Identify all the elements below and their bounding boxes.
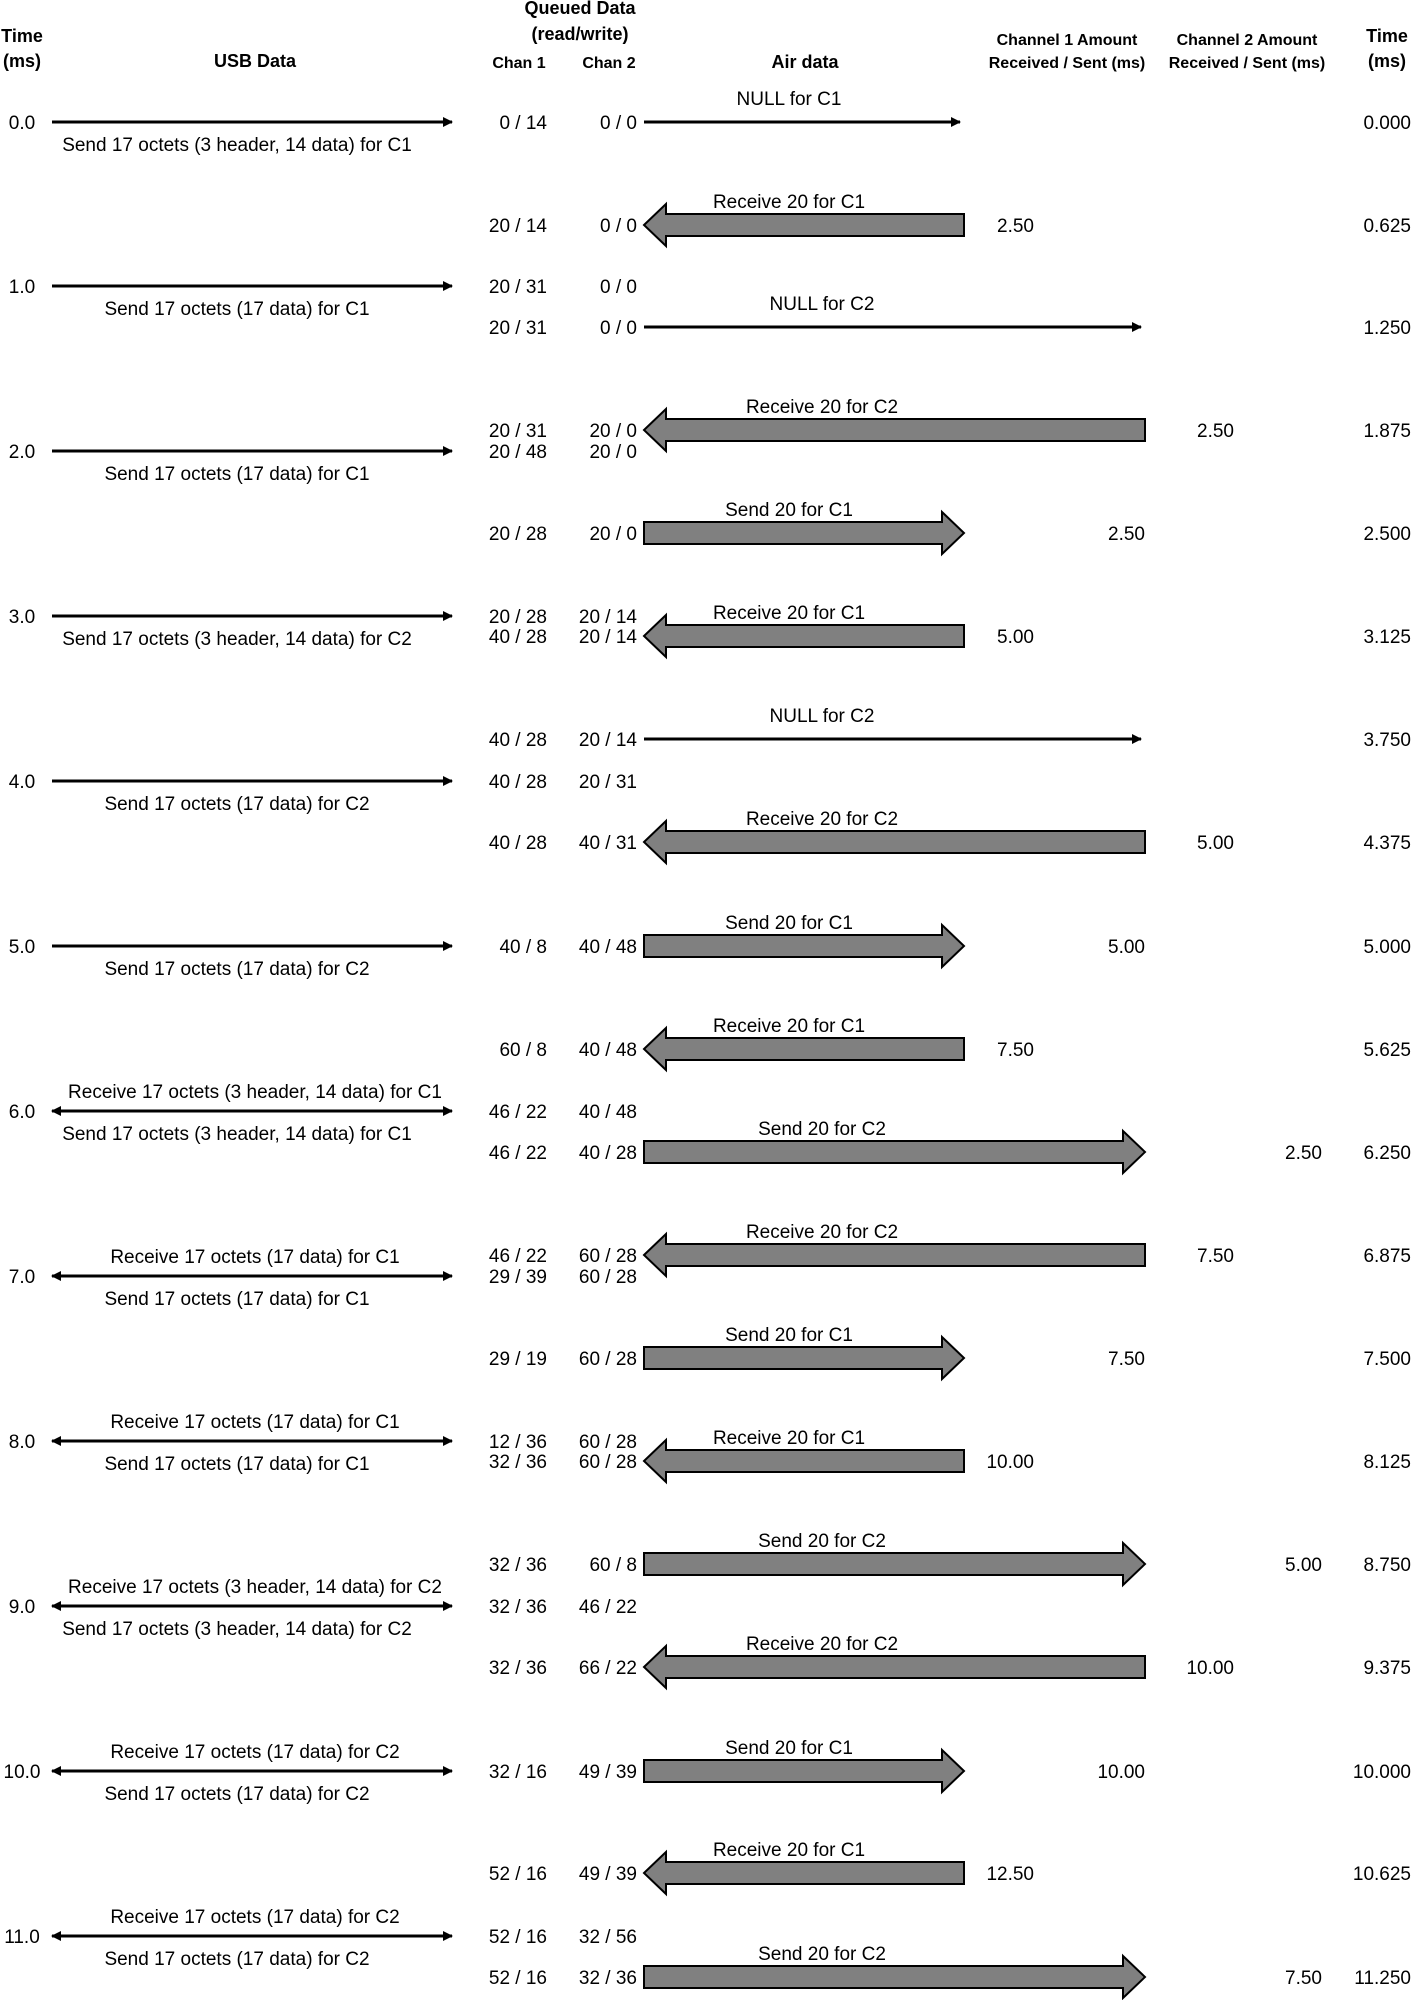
air-time-label: 10.000 xyxy=(1352,1762,1411,1783)
air-event xyxy=(644,1222,1411,1276)
chan1-queue-value: 40 / 28 xyxy=(488,833,547,854)
chan1-queue-value: 32 / 36 xyxy=(488,1597,547,1618)
usb-time-label: 1.0 xyxy=(8,277,36,298)
air-time-label: 9.375 xyxy=(1363,1658,1411,1679)
air-event xyxy=(644,1016,1411,1070)
air-event xyxy=(644,1428,1411,1482)
air-time-label: 8.750 xyxy=(1363,1555,1411,1576)
air-time-label: 7.500 xyxy=(1363,1349,1411,1370)
usb-time-label: 8.0 xyxy=(8,1432,36,1453)
chan2-queue-value: 60 / 28 xyxy=(578,1246,637,1267)
ch1-amount-value: 10.00 xyxy=(1097,1762,1145,1783)
ch1-amount-value: 2.50 xyxy=(1108,524,1145,545)
usb-event xyxy=(9,1247,452,1310)
chan1-header: Chan 1 xyxy=(492,55,546,72)
ch2-amount-value: 2.50 xyxy=(1197,421,1234,442)
chan2-queue-value: 46 / 22 xyxy=(578,1597,637,1618)
usb-receive-label: Receive 17 octets (3 header, 14 data) for C2 xyxy=(68,1577,442,1598)
air-event-label: Receive 20 for C1 xyxy=(712,1840,866,1861)
usb-send-label: Send 17 octets (3 header, 14 data) for C2 xyxy=(62,629,412,650)
chan1-queue-value: 32 / 16 xyxy=(488,1762,547,1783)
air-time-label: 5.000 xyxy=(1363,937,1411,958)
chan1-queue-value: 40 / 8 xyxy=(499,937,547,958)
chan1-queue-value: 12 / 36 xyxy=(488,1432,547,1453)
chan2-header: Chan 2 xyxy=(582,55,636,72)
air-event xyxy=(644,706,1411,751)
air-event xyxy=(644,1738,1411,1792)
chan1-queue-value: 20 / 31 xyxy=(488,277,547,298)
air-event-label: Send 20 for C2 xyxy=(758,1119,886,1140)
air-time-label: 2.500 xyxy=(1363,524,1411,545)
air-event-label: Receive 20 for C2 xyxy=(745,809,899,830)
chan1-queue-value: 20 / 48 xyxy=(488,442,547,463)
chan1-queue-value: 20 / 31 xyxy=(488,318,547,339)
usb-send-label: Send 17 octets (3 header, 14 data) for C1 xyxy=(62,135,412,156)
air-time-label: 1.250 xyxy=(1363,318,1411,339)
ch1-amount-value: 7.50 xyxy=(1108,1349,1145,1370)
chan2-queue-value: 20 / 0 xyxy=(589,421,637,442)
usb-send-label: Send 17 octets (17 data) for C1 xyxy=(104,299,370,320)
air-event xyxy=(644,913,1411,967)
usb-event xyxy=(9,1412,452,1475)
usb-send-label: Send 17 octets (17 data) for C2 xyxy=(104,794,370,815)
chan1-queue-value: 40 / 28 xyxy=(488,772,547,793)
chan2-queue-value: 49 / 39 xyxy=(578,1864,637,1885)
ch1-amount-value: 5.00 xyxy=(1108,937,1145,958)
ch2-amount-header-1: Channel 2 Amount xyxy=(1176,32,1318,49)
air-event-label: Receive 20 for C2 xyxy=(745,397,899,418)
usb-event xyxy=(9,772,452,815)
air-event-label: Receive 20 for C2 xyxy=(745,1634,899,1655)
air-event-label: Send 20 for C2 xyxy=(758,1944,886,1965)
air-time-label: 3.750 xyxy=(1363,730,1411,751)
ch2-amount-value: 10.00 xyxy=(1186,1658,1234,1679)
chan1-queue-value: 40 / 28 xyxy=(488,627,547,648)
air-event xyxy=(644,1840,1411,1894)
ch2-amount-value: 5.00 xyxy=(1197,833,1234,854)
chan1-queue-value: 46 / 22 xyxy=(488,1102,547,1123)
air-events xyxy=(644,89,1411,1998)
usb-time-label: 4.0 xyxy=(8,772,36,793)
usb-event xyxy=(9,277,452,320)
air-event-label: Send 20 for C1 xyxy=(725,1325,853,1346)
air-event xyxy=(644,89,1411,134)
usb-time-label: 3.0 xyxy=(8,607,36,628)
chan1-queue-value: 52 / 16 xyxy=(488,1968,547,1989)
air-time-label: 0.000 xyxy=(1363,113,1411,134)
air-time-label: 8.125 xyxy=(1363,1452,1411,1473)
chan2-queue-value: 40 / 48 xyxy=(578,1102,637,1123)
air-event-label: NULL for C2 xyxy=(769,294,875,315)
queue-values xyxy=(489,113,638,1989)
chan1-queue-value: 29 / 19 xyxy=(488,1349,547,1370)
usb-time-label: 11.0 xyxy=(4,1927,40,1948)
usb-receive-label: Receive 17 octets (3 header, 14 data) for C1 xyxy=(68,1082,442,1103)
ch2-amount-value: 5.00 xyxy=(1285,1555,1322,1576)
chan2-queue-value: 60 / 28 xyxy=(578,1267,637,1288)
usb-send-label: Send 17 octets (17 data) for C2 xyxy=(104,1784,370,1805)
usb-time-label: 5.0 xyxy=(8,937,36,958)
usb-event xyxy=(9,442,452,485)
chan1-queue-value: 52 / 16 xyxy=(488,1864,547,1885)
ch1-amount-header-1: Channel 1 Amount xyxy=(996,32,1138,49)
chan2-queue-value: 20 / 14 xyxy=(578,730,637,751)
chan1-queue-value: 46 / 22 xyxy=(488,1143,547,1164)
ch1-amount-header-2: Received / Sent (ms) xyxy=(988,55,1146,72)
usb-time-label: 10.0 xyxy=(3,1762,41,1783)
ch1-amount-value: 7.50 xyxy=(997,1040,1034,1061)
chan1-queue-value: 46 / 22 xyxy=(488,1246,547,1267)
air-event-label: Receive 20 for C1 xyxy=(712,192,866,213)
usb-send-label: Send 17 octets (3 header, 14 data) for C1 xyxy=(62,1124,412,1145)
chan2-queue-value: 60 / 8 xyxy=(589,1555,637,1576)
usb-time-label: 9.0 xyxy=(8,1597,36,1618)
chan2-queue-value: 20 / 31 xyxy=(578,772,637,793)
ch2-amount-value: 7.50 xyxy=(1197,1246,1234,1267)
air-event xyxy=(644,603,1411,657)
usb-send-label: Send 17 octets (17 data) for C1 xyxy=(104,1454,370,1475)
ch2-amount-value: 7.50 xyxy=(1285,1968,1322,1989)
ch2-amount-header-2: Received / Sent (ms) xyxy=(1168,55,1326,72)
chan2-queue-value: 40 / 28 xyxy=(578,1143,637,1164)
chan1-queue-value: 32 / 36 xyxy=(488,1658,547,1679)
air-time-label: 11.250 xyxy=(1354,1968,1411,1989)
chan2-queue-value: 32 / 56 xyxy=(578,1927,637,1948)
chan1-queue-value: 32 / 36 xyxy=(488,1555,547,1576)
ch2-amount-value: 2.50 xyxy=(1285,1143,1322,1164)
chan2-queue-value: 40 / 48 xyxy=(578,1040,637,1061)
usb-data-header: USB Data xyxy=(213,51,297,71)
usb-receive-label: Receive 17 octets (17 data) for C2 xyxy=(110,1742,400,1763)
chan2-queue-value: 0 / 0 xyxy=(600,277,637,298)
time-left-header-1: Time xyxy=(1,26,43,46)
chan2-queue-value: 60 / 28 xyxy=(578,1432,637,1453)
usb-event xyxy=(9,607,452,650)
air-event xyxy=(644,1531,1411,1585)
air-event xyxy=(644,397,1411,451)
time-right-header-2: (ms) xyxy=(1367,51,1407,71)
air-event xyxy=(644,809,1411,863)
chan1-queue-value: 32 / 36 xyxy=(488,1452,547,1473)
ch1-amount-value: 12.50 xyxy=(986,1864,1034,1885)
usb-time-label: 7.0 xyxy=(8,1267,36,1288)
queued-header-2: (read/write) xyxy=(531,24,629,44)
air-time-label: 10.625 xyxy=(1352,1864,1411,1885)
air-event-label: NULL for C1 xyxy=(736,89,842,110)
air-time-label: 1.875 xyxy=(1363,421,1411,442)
usb-time-label: 2.0 xyxy=(8,442,36,463)
usb-event xyxy=(9,113,452,156)
air-event-label: Receive 20 for C2 xyxy=(745,1222,899,1243)
usb-event xyxy=(4,1742,452,1805)
air-event-label: Receive 20 for C1 xyxy=(712,1428,866,1449)
air-event-label: NULL for C2 xyxy=(769,706,875,727)
chan2-queue-value: 0 / 0 xyxy=(600,216,637,237)
chan2-queue-value: 0 / 0 xyxy=(600,318,637,339)
chan2-queue-value: 40 / 31 xyxy=(578,833,637,854)
air-event-label: Send 20 for C1 xyxy=(725,913,853,934)
chan1-queue-value: 52 / 16 xyxy=(488,1927,547,1948)
air-event-label: Receive 20 for C1 xyxy=(712,1016,866,1037)
usb-receive-label: Receive 17 octets (17 data) for C1 xyxy=(110,1412,400,1433)
queued-header-1: Queued Data xyxy=(524,0,636,18)
air-event-label: Receive 20 for C1 xyxy=(712,603,866,624)
column-headers xyxy=(1,0,1408,72)
chan2-queue-value: 60 / 28 xyxy=(578,1452,637,1473)
ch1-amount-value: 10.00 xyxy=(986,1452,1034,1473)
send-arrow xyxy=(644,1956,1145,1998)
ch1-amount-value: 2.50 xyxy=(997,216,1034,237)
chan1-queue-value: 20 / 14 xyxy=(488,216,547,237)
ch1-amount-value: 5.00 xyxy=(997,627,1034,648)
usb-event xyxy=(9,937,452,980)
air-data-header: Air data xyxy=(771,52,839,72)
chan2-queue-value: 20 / 0 xyxy=(589,524,637,545)
usb-send-label: Send 17 octets (3 header, 14 data) for C2 xyxy=(62,1619,412,1640)
air-time-label: 3.125 xyxy=(1363,627,1411,648)
chan2-queue-value: 66 / 22 xyxy=(578,1658,637,1679)
chan2-queue-value: 60 / 28 xyxy=(578,1349,637,1370)
air-event xyxy=(644,1944,1411,1998)
air-event-label: Send 20 for C1 xyxy=(725,500,853,521)
air-time-label: 6.250 xyxy=(1363,1143,1411,1164)
usb-time-label: 0.0 xyxy=(8,113,36,134)
air-time-label: 0.625 xyxy=(1363,216,1411,237)
chan2-queue-value: 40 / 48 xyxy=(578,937,637,958)
time-left-header-2: (ms) xyxy=(2,51,42,71)
air-time-label: 5.625 xyxy=(1363,1040,1411,1061)
chan1-queue-value: 60 / 8 xyxy=(499,1040,547,1061)
usb-event xyxy=(9,1577,452,1640)
usb-event xyxy=(4,1907,452,1970)
air-event-label: Send 20 for C1 xyxy=(725,1738,853,1759)
send-arrow xyxy=(644,1543,1145,1585)
chan2-queue-value: 20 / 14 xyxy=(578,607,637,628)
usb-events xyxy=(4,113,452,1970)
chan2-queue-value: 20 / 0 xyxy=(589,442,637,463)
air-event xyxy=(644,1325,1411,1379)
chan2-queue-value: 32 / 36 xyxy=(578,1968,637,1989)
time-right-header-1: Time xyxy=(1366,26,1408,46)
chan1-queue-value: 0 / 14 xyxy=(499,113,547,134)
chan2-queue-value: 20 / 14 xyxy=(578,627,637,648)
chan1-queue-value: 20 / 28 xyxy=(488,607,547,628)
air-time-label: 4.375 xyxy=(1363,833,1411,854)
chan2-queue-value: 0 / 0 xyxy=(600,113,637,134)
air-time-label: 6.875 xyxy=(1363,1246,1411,1267)
usb-send-label: Send 17 octets (17 data) for C2 xyxy=(104,1949,370,1970)
air-event xyxy=(644,192,1411,246)
chan1-queue-value: 40 / 28 xyxy=(488,730,547,751)
usb-send-label: Send 17 octets (17 data) for C1 xyxy=(104,1289,370,1310)
usb-time-label: 6.0 xyxy=(8,1102,36,1123)
air-event xyxy=(644,294,1411,339)
send-arrow xyxy=(644,1131,1145,1173)
usb-receive-label: Receive 17 octets (17 data) for C2 xyxy=(110,1907,400,1928)
chan1-queue-value: 20 / 31 xyxy=(488,421,547,442)
air-event xyxy=(644,1119,1411,1173)
air-event xyxy=(644,1634,1411,1688)
air-event xyxy=(644,500,1411,554)
usb-send-label: Send 17 octets (17 data) for C2 xyxy=(104,959,370,980)
usb-event xyxy=(9,1082,452,1145)
usb-receive-label: Receive 17 octets (17 data) for C1 xyxy=(110,1247,400,1268)
usb-send-label: Send 17 octets (17 data) for C1 xyxy=(104,464,370,485)
air-event-label: Send 20 for C2 xyxy=(758,1531,886,1552)
chan1-queue-value: 20 / 28 xyxy=(488,524,547,545)
chan2-queue-value: 49 / 39 xyxy=(578,1762,637,1783)
chan1-queue-value: 29 / 39 xyxy=(488,1267,547,1288)
